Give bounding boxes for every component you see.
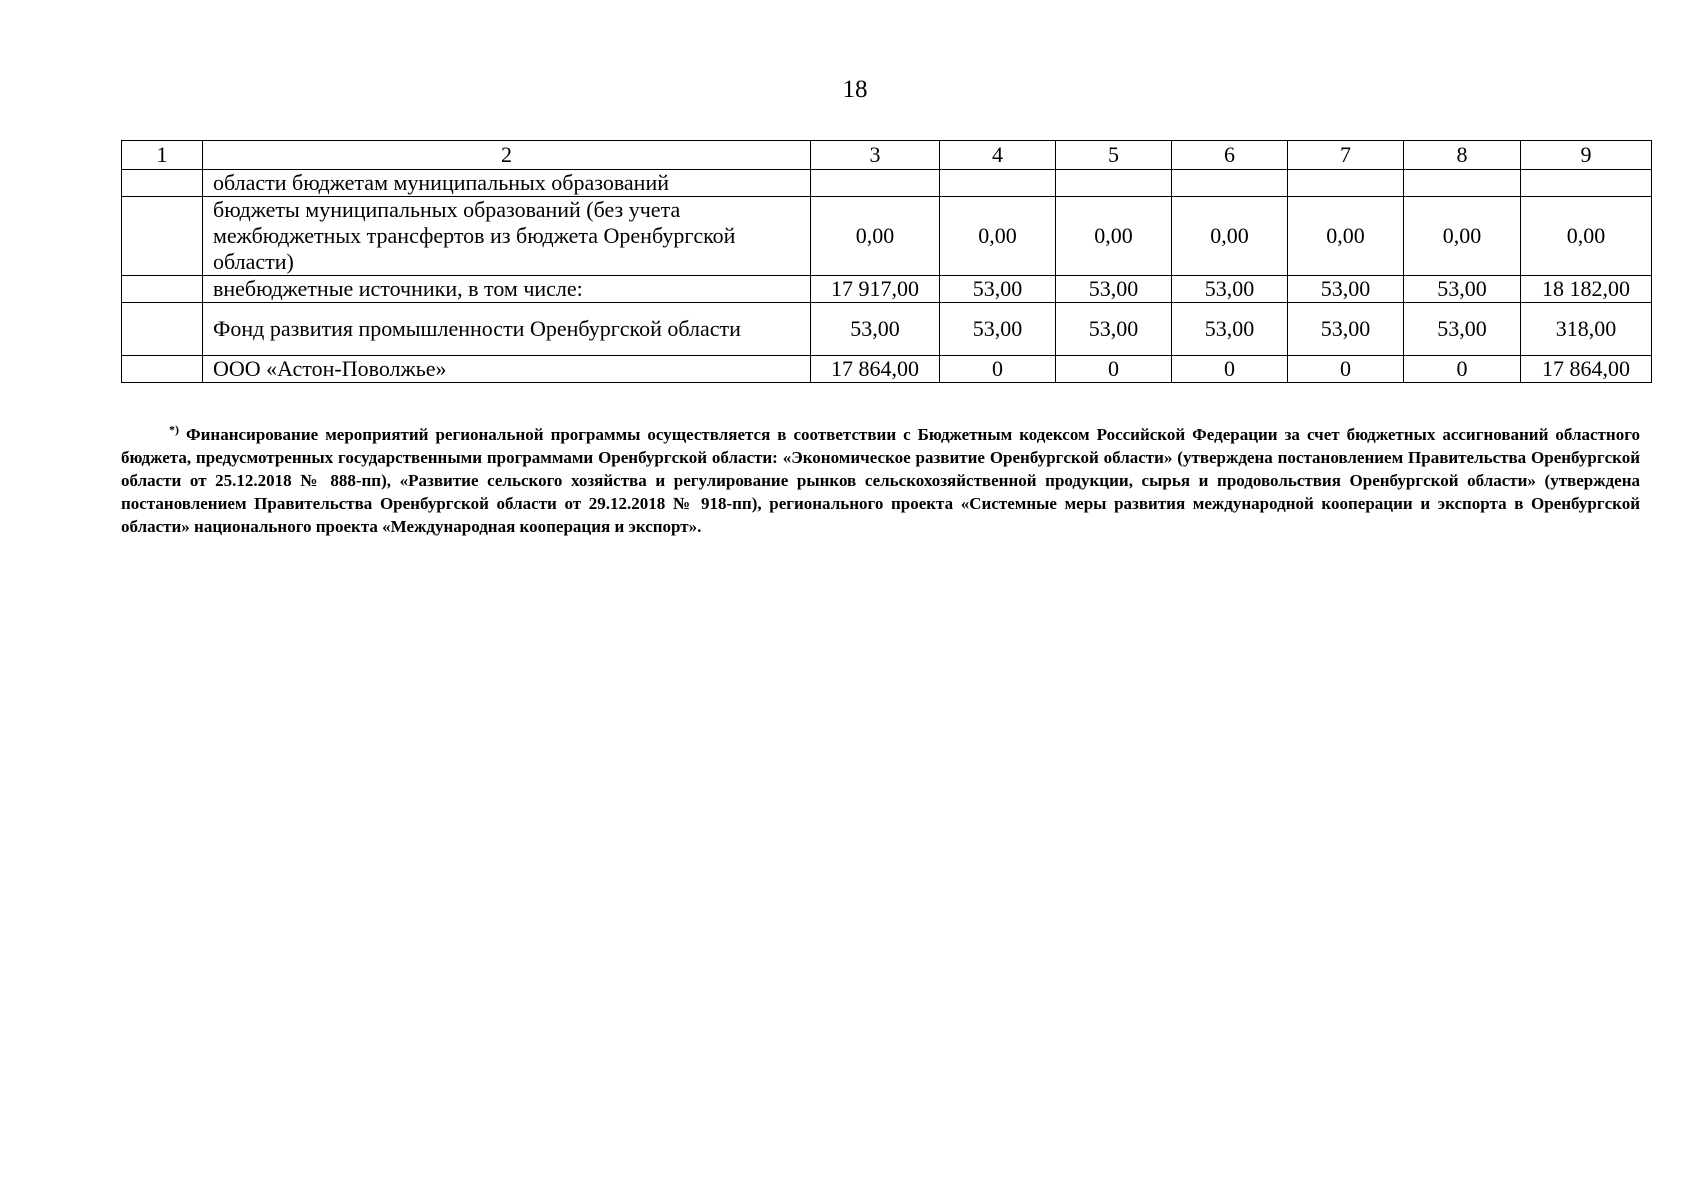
row-name-cell: области бюджетам муниципальных образований	[203, 170, 811, 197]
footnote-text: Финансирование мероприятий региональной программы осуществляется в соответствии с Бюджетным кодексом Российской Федерации за счет бюджетных ассигнований областного бюджета, предусмотренных государственными программами Оренбургской области: «Экономическое развитие Оренбургской области» (утверждена постановлением Правительства Оренбургской области от 25.12.2018 № 888-пп), «Развитие сельского хозяйства и регулирование рынков сельскохозяйственной продукции, сырья и продовольствия Оренбургской области» (утверждена постановлением Правительства Оренбургской области от 29.12.2018 № 918-пп), регионального проекта «Системные меры развития международной кооперации и экспорта в Оренбургской области» национального проекта «Международная кооперация и экспорт».	[121, 425, 1640, 536]
page-number: 18	[842, 76, 868, 103]
value-cell: 0,00	[1172, 197, 1288, 276]
header-cell: 2	[203, 141, 811, 170]
value-cell: 0,00	[1521, 197, 1652, 276]
row-number-cell	[122, 276, 203, 303]
value-cell: 53,00	[1172, 276, 1288, 303]
header-cell: 5	[1056, 141, 1172, 170]
value-cell: 0	[1288, 356, 1404, 383]
value-cell	[940, 170, 1056, 197]
value-cell	[1172, 170, 1288, 197]
value-cell: 0	[1172, 356, 1288, 383]
value-cell: 53,00	[1404, 303, 1521, 356]
header-cell: 6	[1172, 141, 1288, 170]
value-cell	[1404, 170, 1521, 197]
row-name-cell: внебюджетные источники, в том числе:	[203, 276, 811, 303]
value-cell: 53,00	[1288, 303, 1404, 356]
value-cell: 0,00	[1288, 197, 1404, 276]
footnote-marker: *)	[169, 422, 179, 437]
footnote	[121, 423, 1640, 538]
value-cell	[1056, 170, 1172, 197]
table-header-row	[122, 141, 1652, 170]
table-row	[122, 303, 1652, 356]
table-row	[122, 197, 1652, 276]
value-cell: 53,00	[940, 303, 1056, 356]
table-row	[122, 170, 1652, 197]
row-number-cell	[122, 170, 203, 197]
value-cell: 0,00	[940, 197, 1056, 276]
header-cell: 1	[122, 141, 203, 170]
value-cell: 53,00	[1288, 276, 1404, 303]
value-cell: 17 917,00	[811, 276, 940, 303]
value-cell: 0	[940, 356, 1056, 383]
value-cell: 17 864,00	[1521, 356, 1652, 383]
row-name-cell: ООО «Астон-Поволжье»	[203, 356, 811, 383]
value-cell: 53,00	[811, 303, 940, 356]
budget-table	[121, 140, 1652, 383]
value-cell: 0	[1404, 356, 1521, 383]
value-cell	[811, 170, 940, 197]
value-cell: 0,00	[1056, 197, 1172, 276]
value-cell	[1521, 170, 1652, 197]
value-cell: 18 182,00	[1521, 276, 1652, 303]
value-cell: 0,00	[1404, 197, 1521, 276]
header-cell: 4	[940, 141, 1056, 170]
value-cell: 0,00	[811, 197, 940, 276]
value-cell: 0	[1056, 356, 1172, 383]
header-cell: 8	[1404, 141, 1521, 170]
table-row	[122, 276, 1652, 303]
header-cell: 9	[1521, 141, 1652, 170]
row-number-cell	[122, 303, 203, 356]
value-cell: 53,00	[1056, 276, 1172, 303]
row-name-cell: бюджеты муниципальных образований (без учета межбюджетных трансфертов из бюджета Оренбургской области)	[203, 197, 811, 276]
value-cell: 53,00	[1056, 303, 1172, 356]
value-cell: 53,00	[1172, 303, 1288, 356]
row-number-cell	[122, 356, 203, 383]
header-cell: 7	[1288, 141, 1404, 170]
value-cell: 53,00	[1404, 276, 1521, 303]
row-name-cell: Фонд развития промышленности Оренбургской области	[203, 303, 811, 356]
value-cell: 318,00	[1521, 303, 1652, 356]
header-cell: 3	[811, 141, 940, 170]
table-row	[122, 356, 1652, 383]
value-cell: 53,00	[940, 276, 1056, 303]
value-cell: 17 864,00	[811, 356, 940, 383]
row-number-cell	[122, 197, 203, 276]
value-cell	[1288, 170, 1404, 197]
